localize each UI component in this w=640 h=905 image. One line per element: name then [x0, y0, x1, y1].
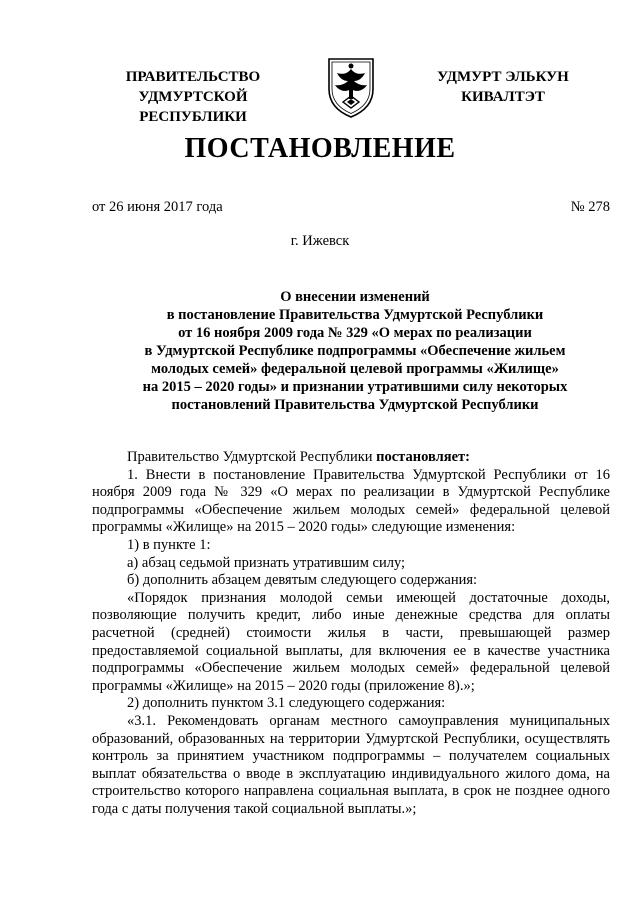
issuer-udmurt-line2: КИВАЛТЭТ	[461, 89, 545, 105]
issuer-russian-line2: УДМУРТСКОЙ РЕСПУБЛИКИ	[138, 89, 248, 125]
body-paragraph: 1) в пункте 1:	[127, 536, 211, 553]
body-paragraph: б) дополнить абзацем девятым следующего содержания:	[127, 572, 478, 589]
body-paragraph: «3.1. Рекомендовать органам местного самоуправления муниципальных образований, образованных на территории Удмуртской Республики, осуществлять контроль за принятием участником подпрограммы – получателем социальных выплат обязательства о вводе в эксплуатацию индивидуального жилого дома, на строительство которого направлена социальная выплата, в срок не позднее одного года с даты получения такой социальной выплаты.»;	[92, 712, 610, 817]
subject-line: в Удмуртской Республике подпрограммы «Обеспечение жильем	[144, 343, 566, 359]
document-city: г. Ижевск	[290, 233, 350, 249]
subject-line: О внесении изменений	[280, 289, 430, 305]
body-paragraph: 1. Внести в постановление Правительства Удмуртской Республики от 16 ноября 2009 года № 329 «О мерах по реализации в Удмуртской Республике подпрограммы «Обеспечение жильем молодых семей» федеральной целевой программы «Жилище» на 2015 – 2020 годы» следующие изменения:	[92, 466, 610, 536]
issuer-udmurt-line1: УДМУРТ ЭЛЬКУН	[437, 69, 569, 85]
document-number: № 278	[570, 199, 610, 215]
document-subject	[90, 288, 620, 414]
issuer-udmurt	[428, 67, 578, 107]
body-paragraph: «Порядок признания молодой семьи имеющей достаточные доходы, позволяющие получить кредит, либо иные денежные средства для оплаты расчетной (средней) стоимости жилья в части, превышающей размер предоставляемой социальной выплаты, для включения ее в качестве участника подпрограммы «Обеспечение жильем молодых семей» федеральной целевой программы «Жилище» на 2015 – 2020 годы (приложение 8).»;	[92, 589, 610, 694]
body-intro	[92, 449, 610, 467]
document-date: от 26 июня 2017 года	[92, 199, 223, 215]
subject-line: от 16 ноября 2009 года № 329 «О мерах по реализации	[178, 325, 532, 341]
issuer-russian	[88, 67, 298, 127]
intro-text: Правительство Удмуртской Республики	[127, 449, 377, 465]
intro-decree-word: постановляет:	[376, 449, 470, 465]
subject-line: на 2015 – 2020 годы» и признании утратившими силу некоторых	[142, 379, 568, 395]
subject-line: молодых семей» федеральной целевой программы «Жилище»	[151, 361, 559, 377]
issuer-russian-line1: ПРАВИТЕЛЬСТВО	[125, 69, 261, 85]
document-body	[92, 449, 610, 818]
subject-line: постановлений Правительства Удмуртской Республики	[171, 397, 539, 413]
body-paragraph: 2) дополнить пунктом 3.1 следующего содержания:	[127, 695, 446, 712]
subject-line: в постановление Правительства Удмуртской Республики	[166, 307, 544, 323]
document-title: ПОСТАНОВЛЕНИЕ	[184, 133, 456, 164]
udmurt-coat-of-arms-icon	[325, 55, 377, 119]
body-paragraph: а) абзац седьмой признать утратившим силу;	[127, 554, 406, 571]
